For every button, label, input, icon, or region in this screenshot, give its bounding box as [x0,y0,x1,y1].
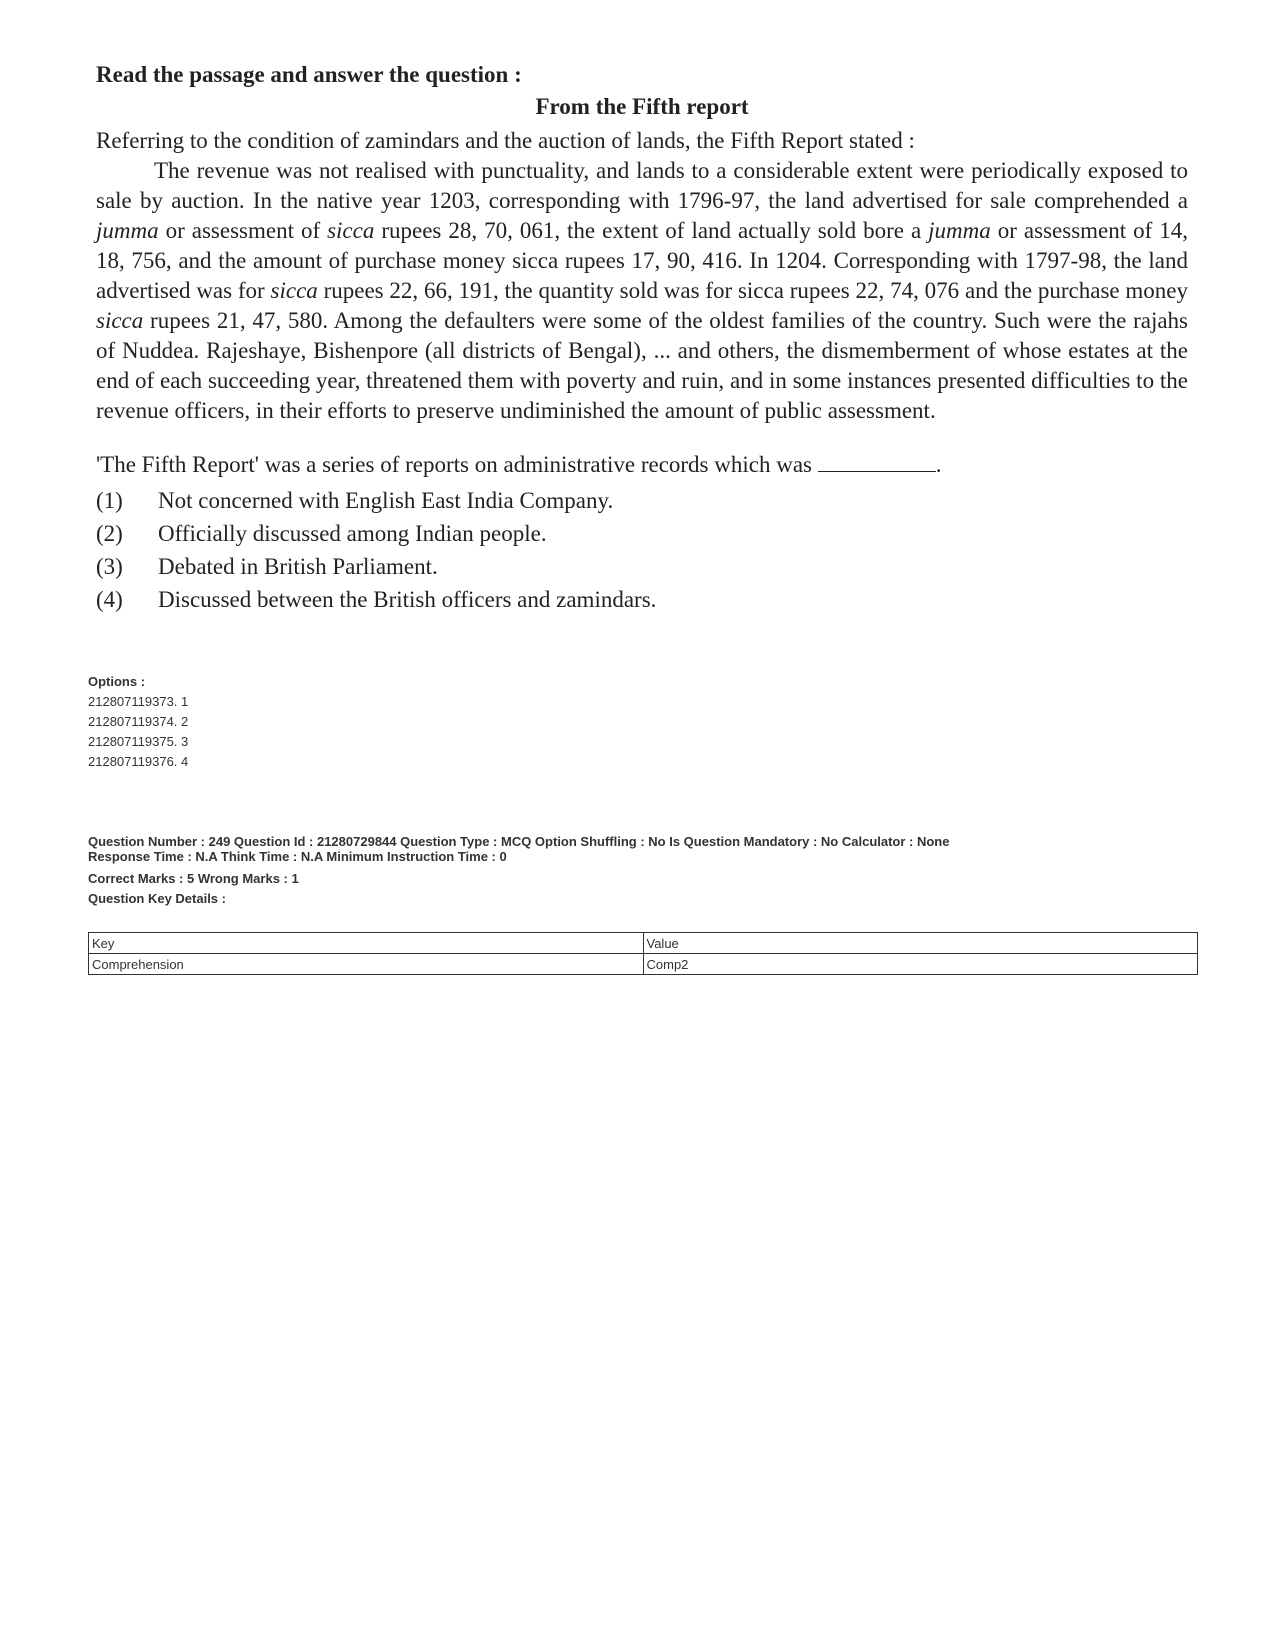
option-id: 212807119373. 1 [88,694,189,709]
question-info-line1: Question Number : 249 Question Id : 21280729844 Question Type : MCQ Option Shuffling : No Is Question Mandatory : No Calculator : None [88,834,950,849]
table-row [89,954,1198,975]
marks-info: Correct Marks : 5 Wrong Marks : 1 [88,871,299,886]
table-cell-value: Comp2 [643,954,1198,975]
passage-title: From the Fifth report [535,94,749,119]
option-id: 212807119376. 4 [88,754,189,769]
choice-2: (2) Officially discussed among Indian people. [96,521,547,546]
question-info-line2: Response Time : N.A Think Time : N.A Minimum Instruction Time : 0 [88,849,507,864]
question-key-table [88,932,1198,975]
instruction-heading: Read the passage and answer the question : [96,62,522,87]
option-id: 212807119374. 2 [88,714,189,729]
question-info [88,834,1198,909]
choice-1: (1) Not concerned with English East India Company. [96,488,614,513]
choice-4: (4) Discussed between the British officers and zamindars. [96,587,657,612]
table-header-row [89,933,1198,954]
table-header-value: Value [643,933,1198,954]
table-header-key: Key [89,933,644,954]
passage-intro: Referring to the condition of zamindars and the auction of lands, the Fifth Report stated : [96,128,915,153]
choice-3: (3) Debated in British Parliament. [96,554,438,579]
table-cell-key: Comprehension [89,954,644,975]
options-label: Options : [88,674,146,689]
passage-text: The revenue was not realised with punctuality, and lands to a considerable extent were periodically exposed to sale by auction. In the native year 1203, corresponding with 1796-97, the land advertised for sale comprehended a jumma or assessment of sicca rupees 28, 70, 061, the extent of land actually sold bore a jumma or assessment of 14, 18, 756, and the amount of purchase money sicca rupees 17, 90, 416. In 1204. Corresponding with 1797-98, the land advertised was for sicca rupees 22, 66, 191, the quantity sold was for sicca rupees 22, 74, 076 and the purchase money sicca rupees 21, 47, 580. Among the defaulters were some of the oldest families of the country. Such were the rajahs of Nuddea. Rajeshaye, Bishenpore (all districts of Bengal), ... and others, the dismemberment of whose estates at the end of each succeeding year, threatened them with poverty and ruin, and in some instances presented difficulties to the revenue officers, in their efforts to preserve undiminished the amount of public assessment. [96,158,1189,423]
question-stem: 'The Fifth Report' was a series of reports on administrative records which was . [96,452,942,477]
options-list [88,672,1198,772]
key-details-label: Question Key Details : [88,891,226,906]
option-id: 212807119375. 3 [88,734,189,749]
answer-blank [818,453,936,472]
question-content [96,62,1188,616]
